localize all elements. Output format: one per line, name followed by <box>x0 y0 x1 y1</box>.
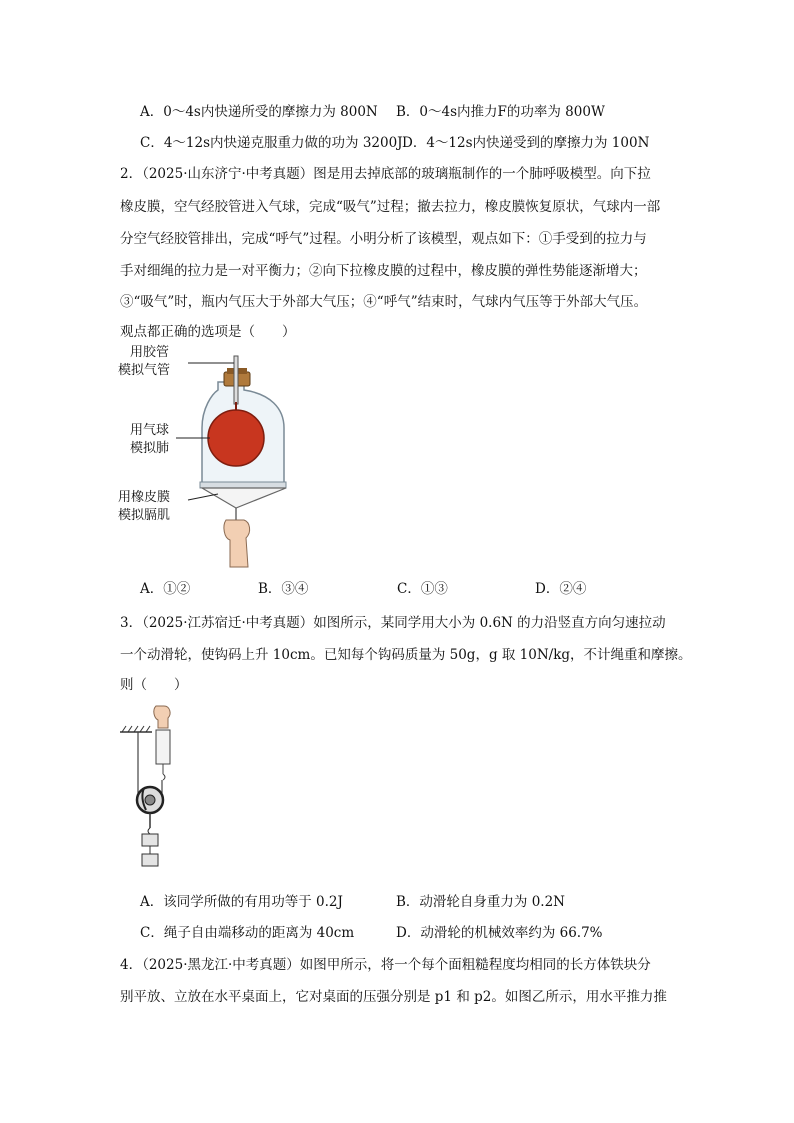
q2-option-a: A．①② <box>140 581 191 597</box>
q2-option-d: D．②④ <box>535 581 587 597</box>
q3-option-c: C．绳子自由端移动的距离为 40cm <box>140 925 355 941</box>
label-membrane-line2: 模拟膈肌 <box>118 508 171 523</box>
q4-stem-line1: 4．（2025·黑龙江·中考真题）如图甲所示，将一个每个面粗糙程度均相同的长方体铁块分 <box>120 957 651 973</box>
q3-option-b: B．动滑轮自身重力为 0.2N <box>396 894 565 910</box>
label-tube-line2: 模拟气管 <box>118 363 171 378</box>
q2-option-b: B．③④ <box>258 581 309 597</box>
air-tube <box>234 356 238 404</box>
q2-stem-line5: ③“吸气”时，瓶内气压大于外部大气压；④“呼气”结束时，气球内气压等于外部大气压。 <box>120 294 648 310</box>
q1-option-b: B．0～4s内推力F的功率为 800W <box>396 104 605 120</box>
q3-option-a: A．该同学所做的有用功等于 0.2J <box>140 894 343 910</box>
pulley-figure <box>118 704 188 874</box>
q2-stem-line3: 分空气经胶管排出，完成“呼气”过程。小明分析了该模型，观点如下：①手受到的拉力与 <box>120 231 647 247</box>
label-balloon-line2: 模拟肺 <box>130 441 170 456</box>
weight-1 <box>142 834 158 846</box>
q3-stem-line1: 3．（2025·江苏宿迁·中考真题）如图所示，某同学用大小为 0.6N 的力沿竖直方向匀速拉动 <box>120 615 666 631</box>
q2-option-c: C．①③ <box>397 581 448 597</box>
q3-option-d: D．动滑轮的机械效率约为 66.7% <box>396 925 603 941</box>
spring-scale <box>156 730 170 764</box>
lung-model-figure <box>112 342 292 572</box>
q2-stem-line6: 观点都正确的选项是（ ） <box>120 324 296 340</box>
rubber-membrane <box>202 488 286 508</box>
label-tube-line1: 用胶管 <box>130 345 170 360</box>
q1-option-d: D．4～12s内快递受到的摩擦力为 100N <box>402 135 650 151</box>
q3-stem-line3: 则（ ） <box>120 677 188 693</box>
pulley-diagram <box>118 704 188 874</box>
q1-option-c: C．4～12s内快递克服重力做的功为 3200J <box>140 135 403 151</box>
q1-option-a: A．0～4s内快递所受的摩擦力为 800N <box>140 104 378 120</box>
label-membrane-line1: 用橡皮膜 <box>118 490 171 505</box>
balloon <box>208 410 264 466</box>
label-balloon-line1: 用气球 <box>130 423 170 438</box>
weight-2 <box>142 854 158 866</box>
q2-stem-line1: 2．（2025·山东济宁·中考真题）图是用去掉底部的玻璃瓶制作的一个肺呼吸模型。向下拉 <box>120 166 651 182</box>
hand <box>224 520 250 567</box>
q2-stem-line2: 橡皮膜，空气经胶管进入气球，完成“吸气”过程；撤去拉力，橡皮膜恢复原状，气球内一部 <box>120 199 661 215</box>
q4-stem-line2: 别平放、立放在水平桌面上，它对桌面的压强分别是 p1 和 p2。如图乙所示，用水平推力推 <box>120 989 667 1005</box>
q2-stem-line4: 手对细绳的拉力是一对平衡力；②向下拉橡皮膜的过程中，橡皮膜的弹性势能逐渐增大； <box>120 263 647 279</box>
q3-stem-line2: 一个动滑轮，使钩码上升 10cm。已知每个钩码质量为 50g，g 取 10N/kg，不计绳重和摩擦。 <box>120 647 692 663</box>
